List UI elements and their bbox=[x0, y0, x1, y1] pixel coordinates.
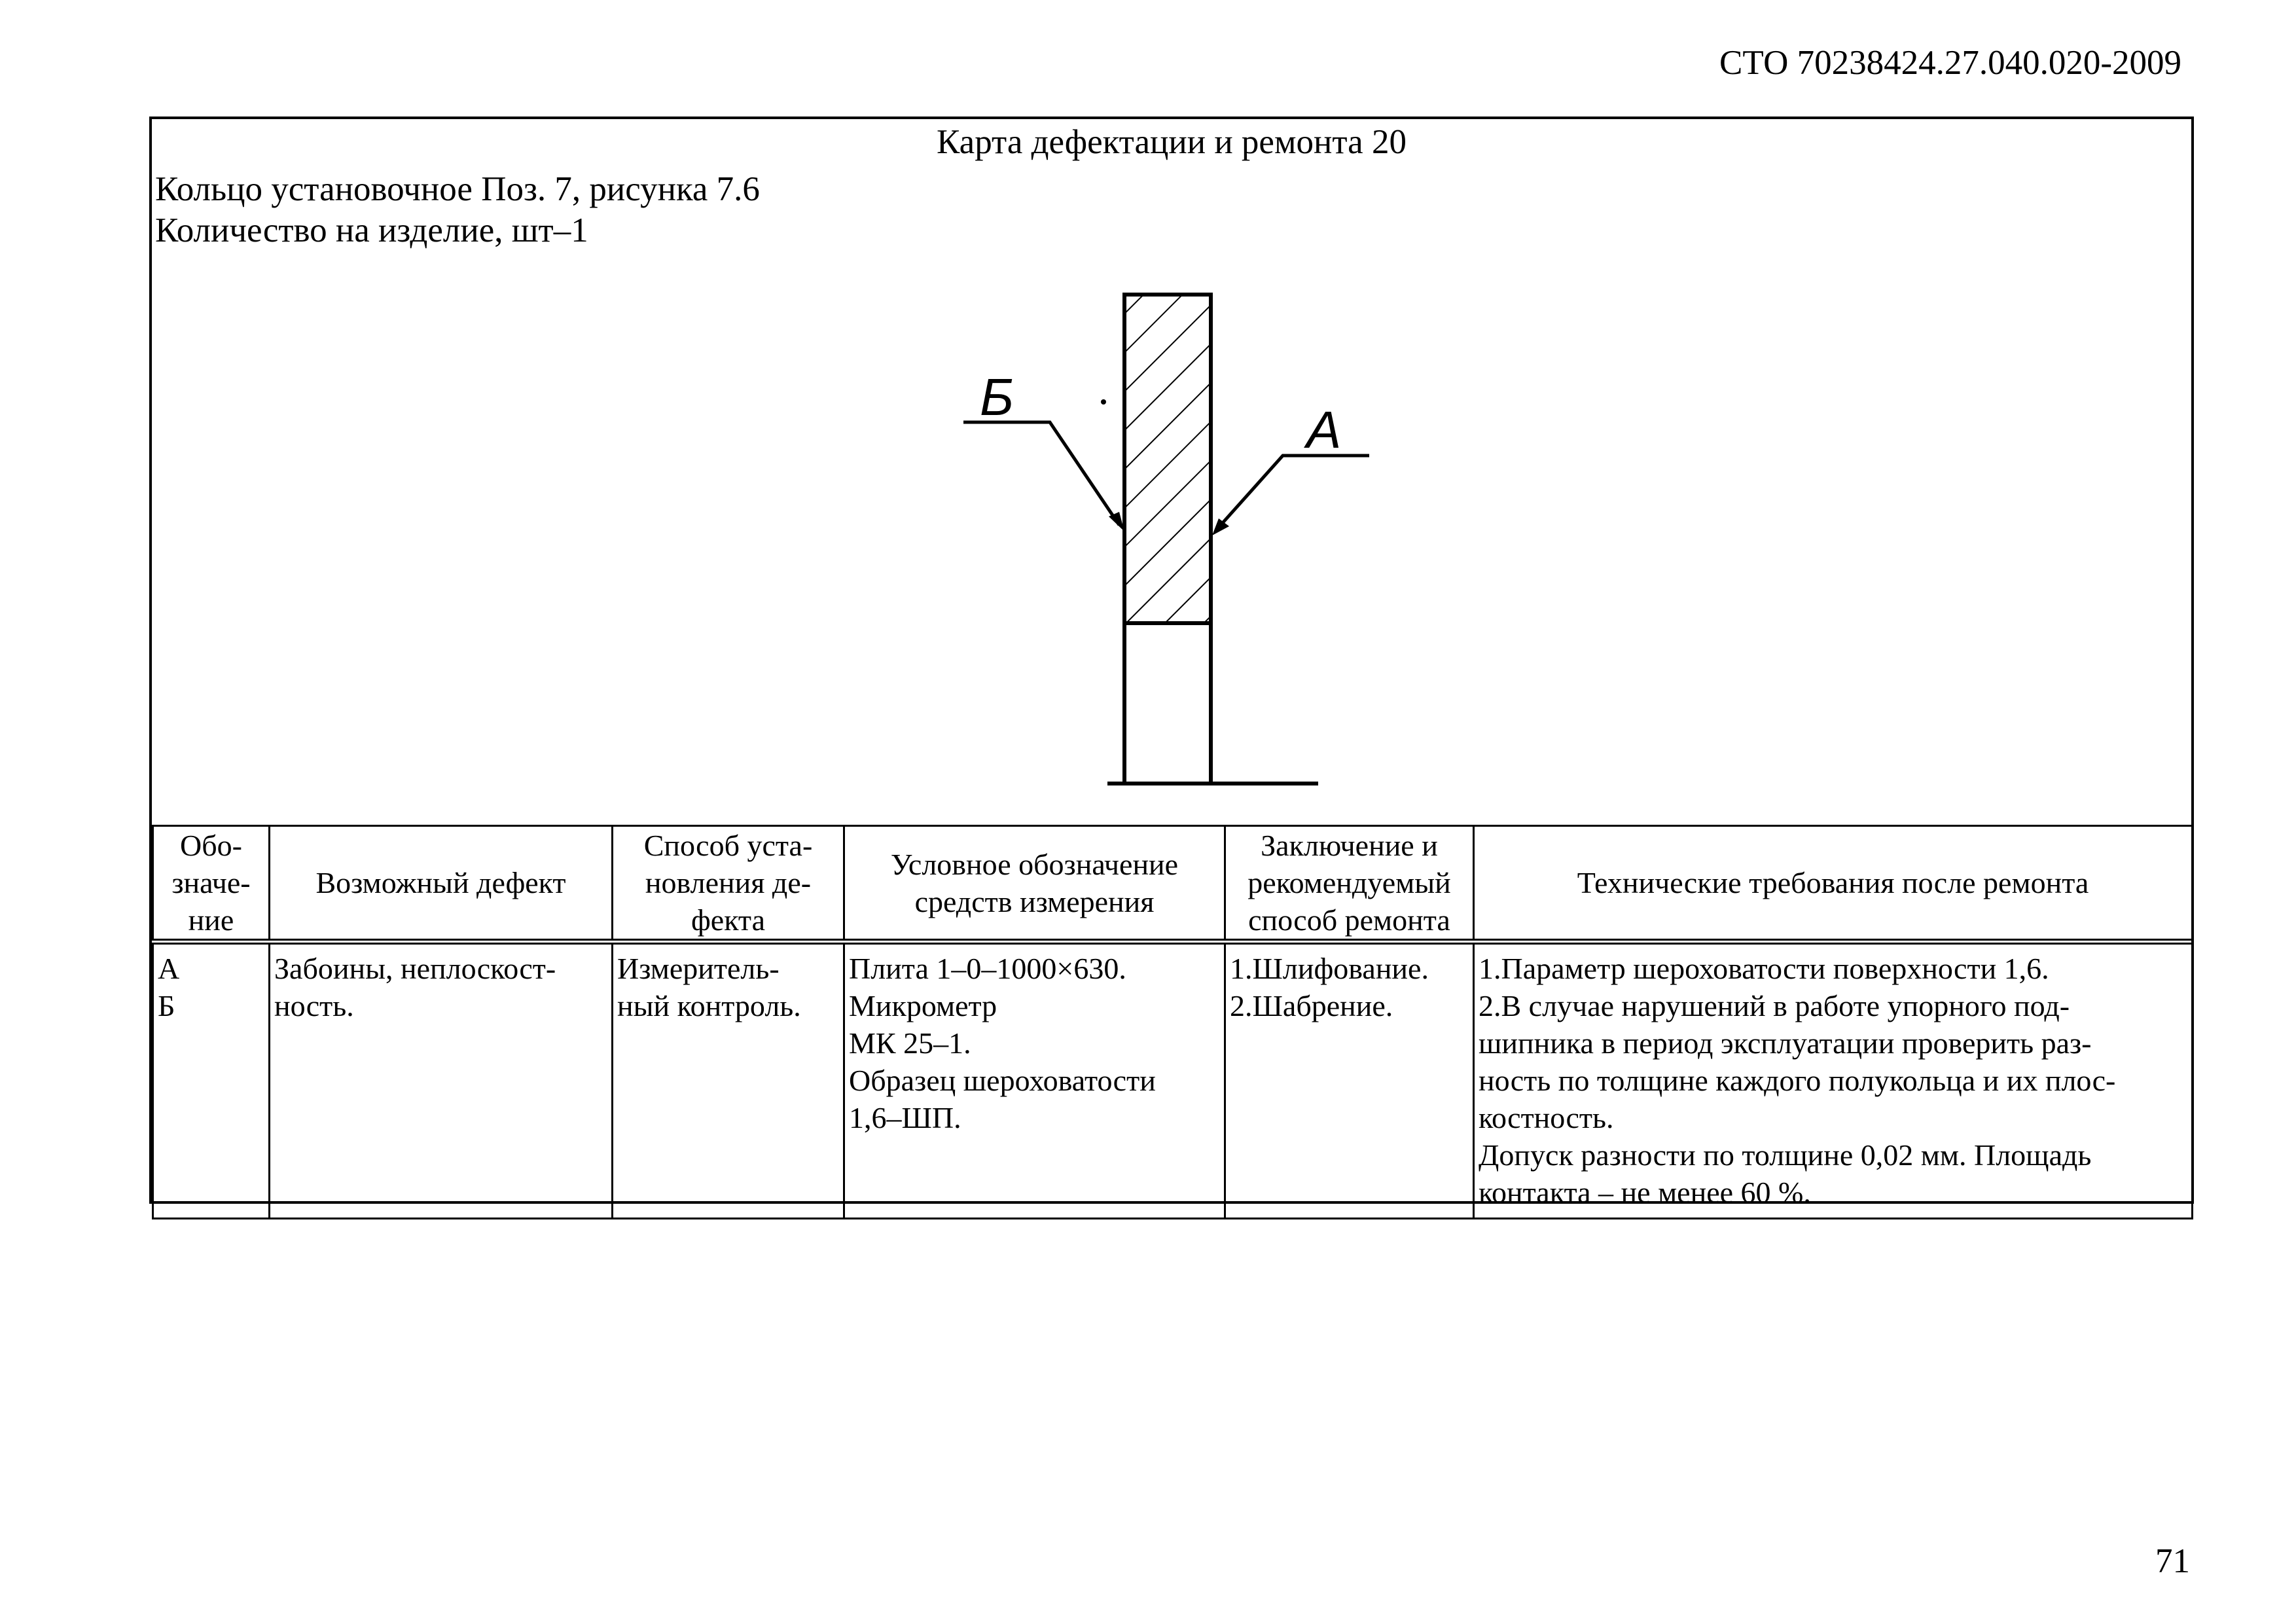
header-conclusion: Заключение и рекомендуемый способ ремонта bbox=[1225, 826, 1474, 942]
cell-defect: Забоины, неплоскост- ность. bbox=[270, 942, 613, 1219]
leader-line-a bbox=[1216, 456, 1369, 530]
part-name: Кольцо установочное Поз. 7, рисунка 7.6 bbox=[155, 170, 760, 208]
table-header-row bbox=[153, 826, 2193, 942]
part-quantity: Количество на изделие, шт–1 bbox=[155, 211, 588, 249]
document-code: СТО 70238424.27.040.020-2009 bbox=[1719, 44, 2181, 82]
table-row bbox=[153, 942, 2193, 1219]
header-designation: Обо- значе- ние bbox=[153, 826, 270, 942]
defects-table bbox=[152, 825, 2193, 1219]
defect-card bbox=[149, 117, 2194, 1209]
leader-line-b bbox=[963, 422, 1119, 525]
hatched-section bbox=[1124, 295, 1211, 623]
cell-detection-method: Измеритель- ный контроль. bbox=[613, 942, 844, 1219]
drawing-label-b: Б bbox=[980, 368, 1014, 426]
cell-conclusion: 1.Шлифование. 2.Шабрение. bbox=[1225, 942, 1474, 1219]
cell-designation: А Б bbox=[153, 942, 270, 1219]
drawing-label-a: А bbox=[1306, 401, 1342, 459]
cell-measuring-tools: Плита 1–0–1000×630. Микрометр МК 25–1. Образец шероховатости 1,6–ШП. bbox=[844, 942, 1225, 1219]
cell-requirements: 1.Параметр шероховатости поверхности 1,6. 2.В случае нарушений в работе упорного под- шипника в период эксплуатации проверить раз- ность по толщине каждого полукольца и их плос- костность. Допуск разности по толщине 0,02 мм. Площадь контакта – не менее 60 %. bbox=[1474, 942, 2193, 1219]
header-defect: Возможный дефект bbox=[270, 826, 613, 942]
header-requirements: Технические требования после ремонта bbox=[1474, 826, 2193, 942]
header-measuring-tools: Условное обозначение средств измерения bbox=[844, 826, 1225, 942]
card-title: Карта дефектации и ремонта 20 bbox=[937, 123, 1407, 161]
ring-section-drawing bbox=[152, 119, 2191, 825]
page-number: 71 bbox=[2155, 1542, 2190, 1580]
header-detection-method: Способ уста- новления де- фекта bbox=[613, 826, 844, 942]
